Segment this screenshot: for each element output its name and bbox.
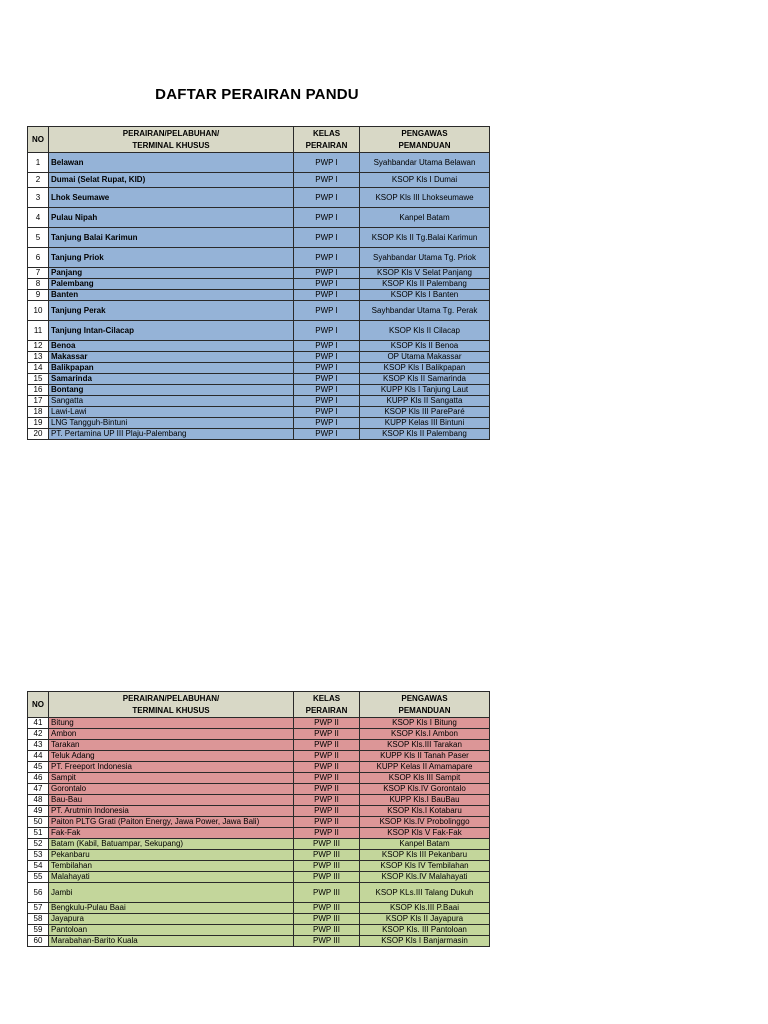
pilotage-table-1	[27, 126, 490, 440]
header-supervisor	[360, 692, 490, 718]
row-supervisor: KSOP KLs.III Talang Dukuh	[360, 883, 490, 903]
row-name: Jayapura	[49, 914, 294, 925]
table-body-1	[28, 153, 490, 440]
table-row	[28, 407, 490, 418]
row-class: PWP III	[294, 861, 360, 872]
row-no: 52	[28, 839, 49, 850]
row-name: Samarinda	[49, 374, 294, 385]
row-no: 55	[28, 872, 49, 883]
table-row	[28, 363, 490, 374]
page-title: DAFTAR PERAIRAN PANDU	[155, 86, 359, 103]
row-name: PT. Freeport Indonesia	[49, 762, 294, 773]
table-row	[28, 718, 490, 729]
row-supervisor: KSOP Kls II Palembang	[360, 429, 490, 440]
row-no: 19	[28, 418, 49, 429]
row-class: PWP I	[294, 385, 360, 396]
header-supervisor	[360, 127, 490, 153]
table-row	[28, 914, 490, 925]
row-supervisor: KSOP Kls I Dumai	[360, 173, 490, 188]
row-class: PWP II	[294, 784, 360, 795]
row-no: 45	[28, 762, 49, 773]
row-name: Lhok Seumawe	[49, 188, 294, 208]
table-row	[28, 290, 490, 301]
row-supervisor: KUPP Kls I Tanjung Laut	[360, 385, 490, 396]
row-supervisor: KSOP Kls I Balikpapan	[360, 363, 490, 374]
header-no: NO	[28, 692, 49, 718]
header-name-line2: TERMINAL KHUSUS	[132, 705, 210, 715]
row-class: PWP I	[294, 173, 360, 188]
row-supervisor: Kanpel Batam	[360, 208, 490, 228]
row-no: 12	[28, 341, 49, 352]
row-no: 8	[28, 279, 49, 290]
row-class: PWP II	[294, 718, 360, 729]
row-supervisor: KSOP Kls II Tg.Balai Karimun	[360, 228, 490, 248]
row-supervisor: KSOP Kls I Banjarmasin	[360, 936, 490, 947]
row-supervisor: KSOP Kls V Fak-Fak	[360, 828, 490, 839]
row-class: PWP I	[294, 301, 360, 321]
row-class: PWP I	[294, 418, 360, 429]
row-no: 42	[28, 729, 49, 740]
row-supervisor: KSOP Kls.III P.Baai	[360, 903, 490, 914]
table-row	[28, 740, 490, 751]
row-class: PWP III	[294, 883, 360, 903]
row-no: 43	[28, 740, 49, 751]
row-class: PWP II	[294, 762, 360, 773]
row-supervisor: KSOP Kls.IV Malahayati	[360, 872, 490, 883]
table-body-2	[28, 718, 490, 947]
row-no: 49	[28, 806, 49, 817]
row-name: Belawan	[49, 153, 294, 173]
row-class: PWP I	[294, 248, 360, 268]
table-row	[28, 321, 490, 341]
row-supervisor: KSOP Kls II Palembang	[360, 279, 490, 290]
row-supervisor: KSOP Kls. III Pantoloan	[360, 925, 490, 936]
row-supervisor: Sayhbandar Utama Tg. Perak	[360, 301, 490, 321]
row-no: 14	[28, 363, 49, 374]
table-row	[28, 903, 490, 914]
table-row	[28, 188, 490, 208]
row-name: Batam (Kabil, Batuampar, Sekupang)	[49, 839, 294, 850]
row-no: 10	[28, 301, 49, 321]
row-name: Benoa	[49, 341, 294, 352]
row-no: 54	[28, 861, 49, 872]
row-name: Palembang	[49, 279, 294, 290]
header-class-line1: KELAS	[312, 128, 341, 138]
row-no: 20	[28, 429, 49, 440]
row-no: 57	[28, 903, 49, 914]
header-supervisor-line1: PENGAWAS	[401, 693, 448, 703]
row-name: Bontang	[49, 385, 294, 396]
table-header-row	[28, 692, 490, 718]
row-name: LNG Tangguh-Bintuni	[49, 418, 294, 429]
row-name: Pantoloan	[49, 925, 294, 936]
table-row	[28, 396, 490, 407]
table-row	[28, 352, 490, 363]
row-class: PWP I	[294, 268, 360, 279]
row-supervisor: KSOP Kls II Cilacap	[360, 321, 490, 341]
row-supervisor: KSOP Kls V Selat Panjang	[360, 268, 490, 279]
row-no: 53	[28, 850, 49, 861]
row-supervisor: KSOP Kls.I Ambon	[360, 729, 490, 740]
row-supervisor: Syahbandar Utama Belawan	[360, 153, 490, 173]
row-class: PWP III	[294, 903, 360, 914]
table-row	[28, 418, 490, 429]
table-row	[28, 153, 490, 173]
table-row	[28, 248, 490, 268]
table-row	[28, 301, 490, 321]
row-supervisor: KSOP Kls III Sampit	[360, 773, 490, 784]
header-supervisor-line1: PENGAWAS	[401, 128, 448, 138]
header-class	[294, 692, 360, 718]
row-class: PWP II	[294, 817, 360, 828]
row-class: PWP II	[294, 773, 360, 784]
row-supervisor: KSOP Kls.IV Probolinggo	[360, 817, 490, 828]
row-class: PWP I	[294, 352, 360, 363]
row-no: 51	[28, 828, 49, 839]
row-supervisor: KSOP Kls II Samarinda	[360, 374, 490, 385]
row-name: Dumai (Selat Rupat, KID)	[49, 173, 294, 188]
header-name-line2: TERMINAL KHUSUS	[132, 140, 210, 150]
row-name: Bengkulu-Pulau Baai	[49, 903, 294, 914]
row-no: 48	[28, 795, 49, 806]
row-no: 4	[28, 208, 49, 228]
row-no: 50	[28, 817, 49, 828]
row-name: Bau-Bau	[49, 795, 294, 806]
table-row	[28, 784, 490, 795]
table-row	[28, 374, 490, 385]
header-name	[49, 692, 294, 718]
row-no: 2	[28, 173, 49, 188]
row-class: PWP I	[294, 341, 360, 352]
row-name: Tanjung Intan-Cilacap	[49, 321, 294, 341]
row-name: Panjang	[49, 268, 294, 279]
row-class: PWP III	[294, 850, 360, 861]
row-name: Sangatta	[49, 396, 294, 407]
table-row	[28, 208, 490, 228]
row-name: Ambon	[49, 729, 294, 740]
row-supervisor: KSOP Kls II Benoa	[360, 341, 490, 352]
row-name: Tanjung Priok	[49, 248, 294, 268]
row-name: Tanjung Balai Karimun	[49, 228, 294, 248]
row-supervisor: OP Utama Makassar	[360, 352, 490, 363]
row-class: PWP III	[294, 936, 360, 947]
row-class: PWP II	[294, 751, 360, 762]
row-class: PWP I	[294, 290, 360, 301]
row-no: 3	[28, 188, 49, 208]
row-class: PWP I	[294, 208, 360, 228]
row-supervisor: KSOP Kls II Jayapura	[360, 914, 490, 925]
row-name: Jambi	[49, 883, 294, 903]
table-row	[28, 751, 490, 762]
row-class: PWP I	[294, 363, 360, 374]
row-supervisor: KSOP Kls III PareParé	[360, 407, 490, 418]
row-name: Makassar	[49, 352, 294, 363]
row-name: Sampit	[49, 773, 294, 784]
table-row	[28, 872, 490, 883]
table-row	[28, 279, 490, 290]
row-supervisor: KSOP Kls I Bitung	[360, 718, 490, 729]
row-no: 13	[28, 352, 49, 363]
row-class: PWP I	[294, 429, 360, 440]
row-name: Balikpapan	[49, 363, 294, 374]
row-no: 59	[28, 925, 49, 936]
row-supervisor: KSOP Kls III Pekanbaru	[360, 850, 490, 861]
row-name: Pulau Nipah	[49, 208, 294, 228]
header-class	[294, 127, 360, 153]
row-class: PWP I	[294, 321, 360, 341]
row-name: Marabahan-Barito Kuala	[49, 936, 294, 947]
row-supervisor: KUPP Kls II Sangatta	[360, 396, 490, 407]
row-class: PWP I	[294, 228, 360, 248]
row-supervisor: KUPP Kelas II Amamapare	[360, 762, 490, 773]
row-class: PWP I	[294, 188, 360, 208]
header-name	[49, 127, 294, 153]
row-no: 46	[28, 773, 49, 784]
row-no: 44	[28, 751, 49, 762]
row-no: 15	[28, 374, 49, 385]
row-class: PWP II	[294, 729, 360, 740]
row-name: Teluk Adang	[49, 751, 294, 762]
table-row	[28, 268, 490, 279]
row-name: Tanjung Perak	[49, 301, 294, 321]
table-row	[28, 925, 490, 936]
row-class: PWP I	[294, 374, 360, 385]
header-class-line1: KELAS	[312, 693, 341, 703]
header-supervisor-line2: PEMANDUAN	[398, 140, 451, 150]
row-class: PWP II	[294, 795, 360, 806]
row-class: PWP I	[294, 396, 360, 407]
table-row	[28, 850, 490, 861]
row-supervisor: KUPP Kelas III Bintuni	[360, 418, 490, 429]
row-name: Banten	[49, 290, 294, 301]
row-name: Malahayati	[49, 872, 294, 883]
row-no: 7	[28, 268, 49, 279]
header-name-line1: PERAIRAN/PELABUHAN/	[122, 693, 220, 703]
row-class: PWP III	[294, 925, 360, 936]
row-name: Pekanbaru	[49, 850, 294, 861]
pilotage-table-2	[27, 691, 490, 947]
row-no: 41	[28, 718, 49, 729]
table-row	[28, 385, 490, 396]
row-class: PWP I	[294, 279, 360, 290]
row-no: 11	[28, 321, 49, 341]
row-no: 58	[28, 914, 49, 925]
row-name: PT. Arutmin Indonesia	[49, 806, 294, 817]
table-row	[28, 729, 490, 740]
table-row	[28, 429, 490, 440]
row-name: Bitung	[49, 718, 294, 729]
row-name: Paiton PLTG Grati (Paiton Energy, Jawa Power, Jawa Bali)	[49, 817, 294, 828]
row-no: 17	[28, 396, 49, 407]
table-row	[28, 828, 490, 839]
row-name: Tarakan	[49, 740, 294, 751]
table-row	[28, 861, 490, 872]
row-class: PWP II	[294, 806, 360, 817]
row-supervisor: KSOP Kls IV Tembilahan	[360, 861, 490, 872]
row-name: Lawi-Lawi	[49, 407, 294, 418]
row-no: 18	[28, 407, 49, 418]
row-supervisor: KSOP Kls.IV Gorontalo	[360, 784, 490, 795]
row-class: PWP II	[294, 828, 360, 839]
row-no: 1	[28, 153, 49, 173]
header-supervisor-line2: PEMANDUAN	[398, 705, 451, 715]
table-row	[28, 341, 490, 352]
table-row	[28, 795, 490, 806]
row-no: 16	[28, 385, 49, 396]
table-row	[28, 806, 490, 817]
row-no: 56	[28, 883, 49, 903]
row-no: 47	[28, 784, 49, 795]
table-row	[28, 839, 490, 850]
table-row	[28, 817, 490, 828]
row-supervisor: KSOP Kls I Banten	[360, 290, 490, 301]
row-supervisor: Syahbandar Utama Tg. Priok	[360, 248, 490, 268]
row-no: 6	[28, 248, 49, 268]
table-row	[28, 173, 490, 188]
row-name: Fak-Fak	[49, 828, 294, 839]
row-class: PWP III	[294, 872, 360, 883]
row-no: 60	[28, 936, 49, 947]
table-row	[28, 883, 490, 903]
row-name: Gorontalo	[49, 784, 294, 795]
header-class-line2: PERAIRAN	[305, 705, 348, 715]
row-supervisor: KSOP Kls.III Tarakan	[360, 740, 490, 751]
row-class: PWP III	[294, 839, 360, 850]
table-row	[28, 762, 490, 773]
row-supervisor: KUPP Kls.I BauBau	[360, 795, 490, 806]
row-supervisor: KUPP Kls II Tanah Paser	[360, 751, 490, 762]
header-name-line1: PERAIRAN/PELABUHAN/	[122, 128, 220, 138]
row-supervisor: Kanpel Batam	[360, 839, 490, 850]
table-row	[28, 773, 490, 784]
row-supervisor: KSOP Kls.I Kotabaru	[360, 806, 490, 817]
table-row	[28, 228, 490, 248]
table-header-row	[28, 127, 490, 153]
row-class: PWP II	[294, 740, 360, 751]
header-no: NO	[28, 127, 49, 153]
row-class: PWP III	[294, 914, 360, 925]
row-no: 5	[28, 228, 49, 248]
header-class-line2: PERAIRAN	[305, 140, 348, 150]
row-name: PT. Pertamina UP III Plaju-Palembang	[49, 429, 294, 440]
table-row	[28, 936, 490, 947]
row-class: PWP I	[294, 407, 360, 418]
row-class: PWP I	[294, 153, 360, 173]
row-name: Tembilahan	[49, 861, 294, 872]
row-no: 9	[28, 290, 49, 301]
row-supervisor: KSOP Kls III Lhokseumawe	[360, 188, 490, 208]
